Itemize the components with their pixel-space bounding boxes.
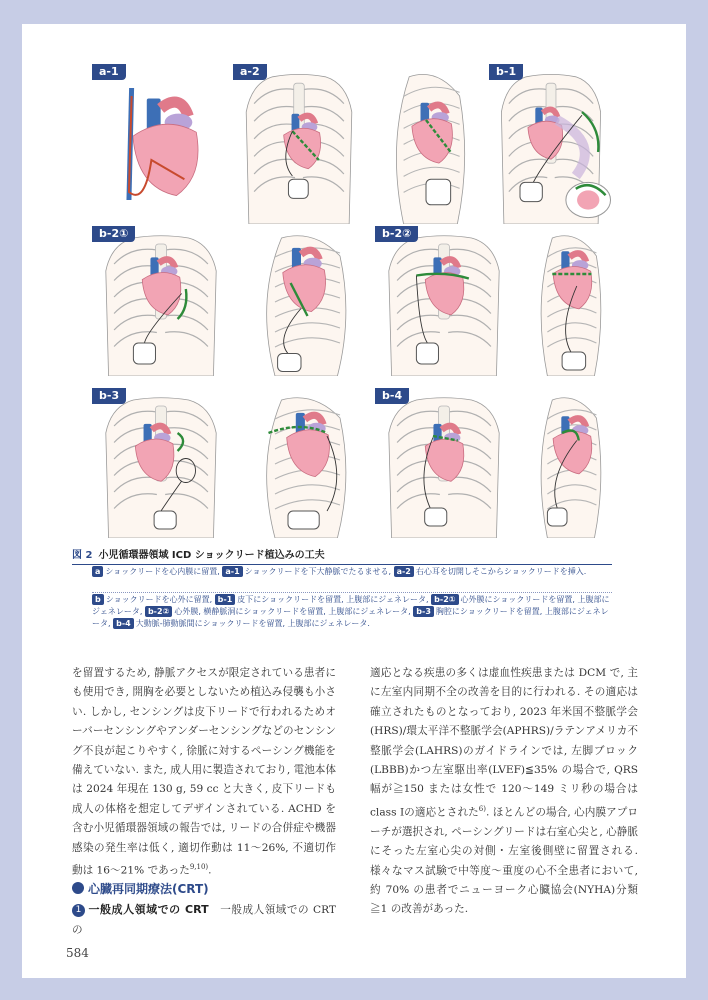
section-heading: 心臓再同期療法(CRT) — [88, 882, 209, 896]
legend-tag: b — [92, 594, 104, 605]
left-reference: 9,10) — [189, 863, 209, 872]
figure-panel-label: b-2② — [375, 226, 418, 242]
figure-panel-b4 — [375, 388, 513, 538]
legend-subtag: b-4 — [113, 618, 134, 629]
figure-panel-b2-2 — [375, 226, 513, 376]
icd-generator — [547, 508, 567, 526]
figure-panel-b4-lateral — [518, 388, 616, 538]
legend-b — [92, 594, 612, 630]
legend-text: 皮下にショックリードを留置, 上腹部にジェネレータ, — [237, 595, 432, 604]
icd-generator — [520, 182, 542, 201]
figure-panel-b2-1-lateral — [236, 226, 366, 376]
figure-panel-label: a-1 — [92, 64, 126, 80]
figure-panel-a2 — [233, 64, 365, 224]
left-column — [72, 664, 336, 940]
right-paragraph-text-2: . ほとんどの場合, 心内膜アプローチが選択され, ペーシングリードは右室心尖と, 心静脈にそった左室心尖の対側・左室後側壁に留置される. 様々なマス試験で中等度〜重度の心不全患者において, 約 70% の患者でニューヨーク心臓協会(NYHA)分類≧1 の改善があった. — [370, 806, 639, 916]
left-paragraph — [72, 664, 336, 881]
section-bullet-icon — [72, 882, 84, 894]
figure-panel-a1 — [92, 64, 224, 224]
legend-subtag: b-2② — [145, 606, 172, 617]
left-paragraph-end: . — [208, 864, 212, 877]
subsection-number-badge: 1 — [72, 904, 85, 917]
figure-panel-label: b-3 — [92, 388, 126, 404]
icd-generator — [426, 179, 451, 205]
figure-number: 図 2 — [72, 550, 93, 561]
legend-text: 心外膜にショックリードを留置, 上腹部にジェネレータ, — [92, 595, 610, 616]
legend-text: 右心耳を切開しそこからショックリードを挿入. — [415, 567, 587, 576]
icd-generator — [416, 343, 438, 364]
legend-tag: a — [92, 566, 103, 577]
right-paragraph-text-1: 適応となる疾患の多くは虚血性疾患または DCM で, 主に左室内同期不全の改善を目的に行われる. その適応は確立されたものとなっており, 2023 年米国不整脈学会(HRS)/環太平洋不整脈学会(APHRS)/ラテンアメリカ不整脈学会(LAHRS)のガイドラインでは, 左脚ブロック(LBBB)かつ左室駆出率(LVEF)≦35% の場合で, QRS 幅が≧150 または女性で 120〜149 ミリ秒の場合は class Ⅰの適応とされた — [370, 667, 638, 819]
figure-panel-b1 — [489, 64, 613, 224]
icd-generator — [288, 179, 308, 198]
figure-panel-b3 — [92, 388, 230, 538]
left-paragraph-text: を留置するため, 静脈アクセスが限定されている患者にも使用でき, 開胸を必要としないため植込み侵襲も小さい. しかし, センシングは皮下リードで行われるためオーバーセンシングやアンダーセンシングなどのセンシング不良が起こりやすく, 徐脈に対するペーシング機能を備えていない. また, 成人用に製造されており, 電池本体は 2024 年現在 130 g, 59 cc と大きく, 皮下リードも成人の体格を想定してデザインされている. ACHD を含む小児循環器領域の報告では, リードの合併症や機器感染の発生率は低く, 適切作動は 11〜26%, 不適切作動は 16〜21% であった — [72, 667, 336, 877]
legend-text: 心外膜, 横静脈洞にショックリードを留置, 上腹部にジェネレータ, — [174, 607, 414, 616]
legend-text: ショックリードを下大静脈でたるませる, — [244, 567, 394, 576]
legend-a — [92, 566, 612, 578]
figure-panel-label: a-2 — [233, 64, 267, 80]
icd-generator — [278, 354, 301, 372]
page-frame-right — [686, 0, 708, 1000]
page-frame-left — [0, 0, 22, 1000]
legend-text: ショックリードを心内膜に留置, — [105, 567, 223, 576]
figure-panel-label: b-2① — [92, 226, 135, 242]
figure-panel-label: b-1 — [489, 64, 523, 80]
legend-text: 胸腔にショックリードを留置, 上腹部にジェネレータ, — [92, 607, 609, 628]
icd-generator — [133, 343, 155, 364]
right-paragraph — [370, 664, 638, 920]
icd-generator — [154, 511, 176, 529]
legend-subtag: b-1 — [215, 594, 236, 605]
subsection-heading: 一般成人領域での CRT — [88, 903, 209, 917]
figure-panel-label: b-4 — [375, 388, 409, 404]
legend-subtag: a-2 — [394, 566, 414, 577]
legend-text: 大動脈-肺動脈間にショックリードを留置, 上腹部にジェネレータ. — [135, 619, 370, 628]
right-column — [370, 664, 638, 920]
page-frame-top — [0, 0, 708, 24]
right-reference: 6) — [478, 804, 486, 813]
icd-generator — [562, 352, 586, 370]
figure-panel-a2-lateral — [370, 64, 482, 224]
page-number: 584 — [66, 946, 89, 960]
legend-subtag: b-2① — [431, 594, 458, 605]
icd-generator — [288, 511, 319, 529]
cross-section-heart — [577, 190, 599, 209]
icd-generator — [425, 508, 447, 526]
figure-panel-b2-2-lateral — [518, 226, 616, 376]
legend-subtag: b-3 — [413, 606, 434, 617]
section-heading-line — [72, 880, 336, 900]
page-frame-bottom — [0, 978, 708, 1000]
subsection-line — [72, 900, 336, 940]
figure-panel-b2-1 — [92, 226, 230, 376]
figure-caption — [72, 546, 612, 565]
legend-text: ショックリードを心外に留置, — [105, 595, 215, 604]
figure-title: 小児循環器領域 ICD ショックリード植込みの工夫 — [98, 550, 325, 561]
figure-panel-b3-lateral — [236, 388, 366, 538]
legend-divider — [92, 592, 612, 593]
legend-subtag: a-1 — [222, 566, 242, 577]
subsection-text: 一般成人領域での CRT の — [72, 904, 336, 936]
heart — [133, 124, 198, 195]
